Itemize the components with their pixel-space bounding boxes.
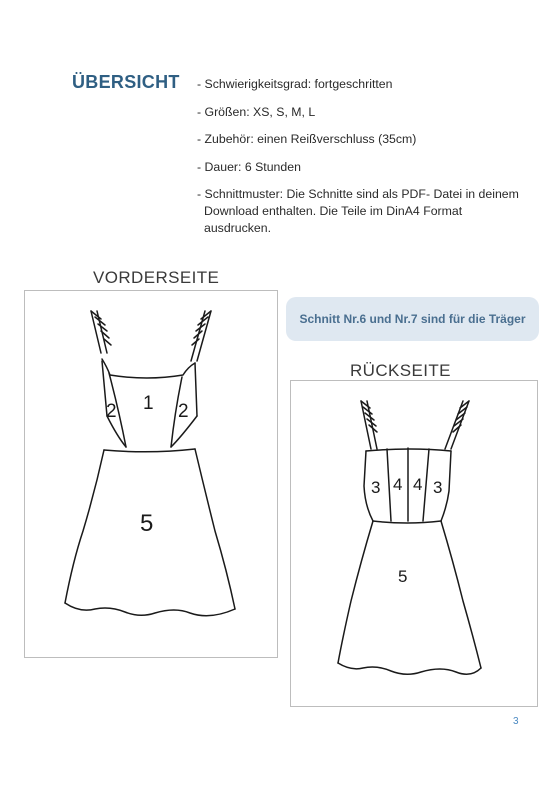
list-item-pattern: - Schnittmuster: Die Schnitte sind als PDF- Datei in deinem Download enthalten. Die Teile im DinA4 Format ausdrucken. <box>197 187 519 235</box>
list-item-sizes: - Größen: XS, S, M, L <box>197 104 316 119</box>
list-item-duration: - Dauer: 6 Stunden <box>197 159 301 174</box>
back-piece-label-5: 5 <box>398 567 408 586</box>
front-title: VORDERSEITE <box>93 268 220 287</box>
front-piece-label-1: 1 <box>143 393 154 414</box>
back-piece-label-4-left: 4 <box>393 475 403 494</box>
list-item-difficulty: - Schwierigkeitsgrad: fortgeschritten <box>197 77 393 91</box>
back-title: RÜCKSEITE <box>350 361 451 380</box>
strap-note: Schnitt Nr.6 und Nr.7 sind für die Träger <box>286 297 539 341</box>
back-dress-illustration <box>291 381 539 708</box>
list-item-accessories: - Zubehör: einen Reißverschluss (35cm) <box>197 132 417 146</box>
back-piece-label-3-left: 3 <box>371 478 381 497</box>
back-piece-label-3-right: 3 <box>433 478 443 497</box>
front-piece-label-2-left: 2 <box>106 401 117 422</box>
front-dress-illustration <box>25 291 279 659</box>
back-piece-label-4-right: 4 <box>413 475 423 494</box>
front-figure-frame <box>24 290 278 658</box>
overview-list <box>197 76 527 248</box>
front-piece-label-5: 5 <box>140 510 154 537</box>
overview-title: ÜBERSICHT <box>72 72 180 92</box>
page-number: 3 <box>513 716 519 727</box>
back-figure-frame <box>290 380 538 707</box>
front-piece-label-2-right: 2 <box>178 401 189 422</box>
